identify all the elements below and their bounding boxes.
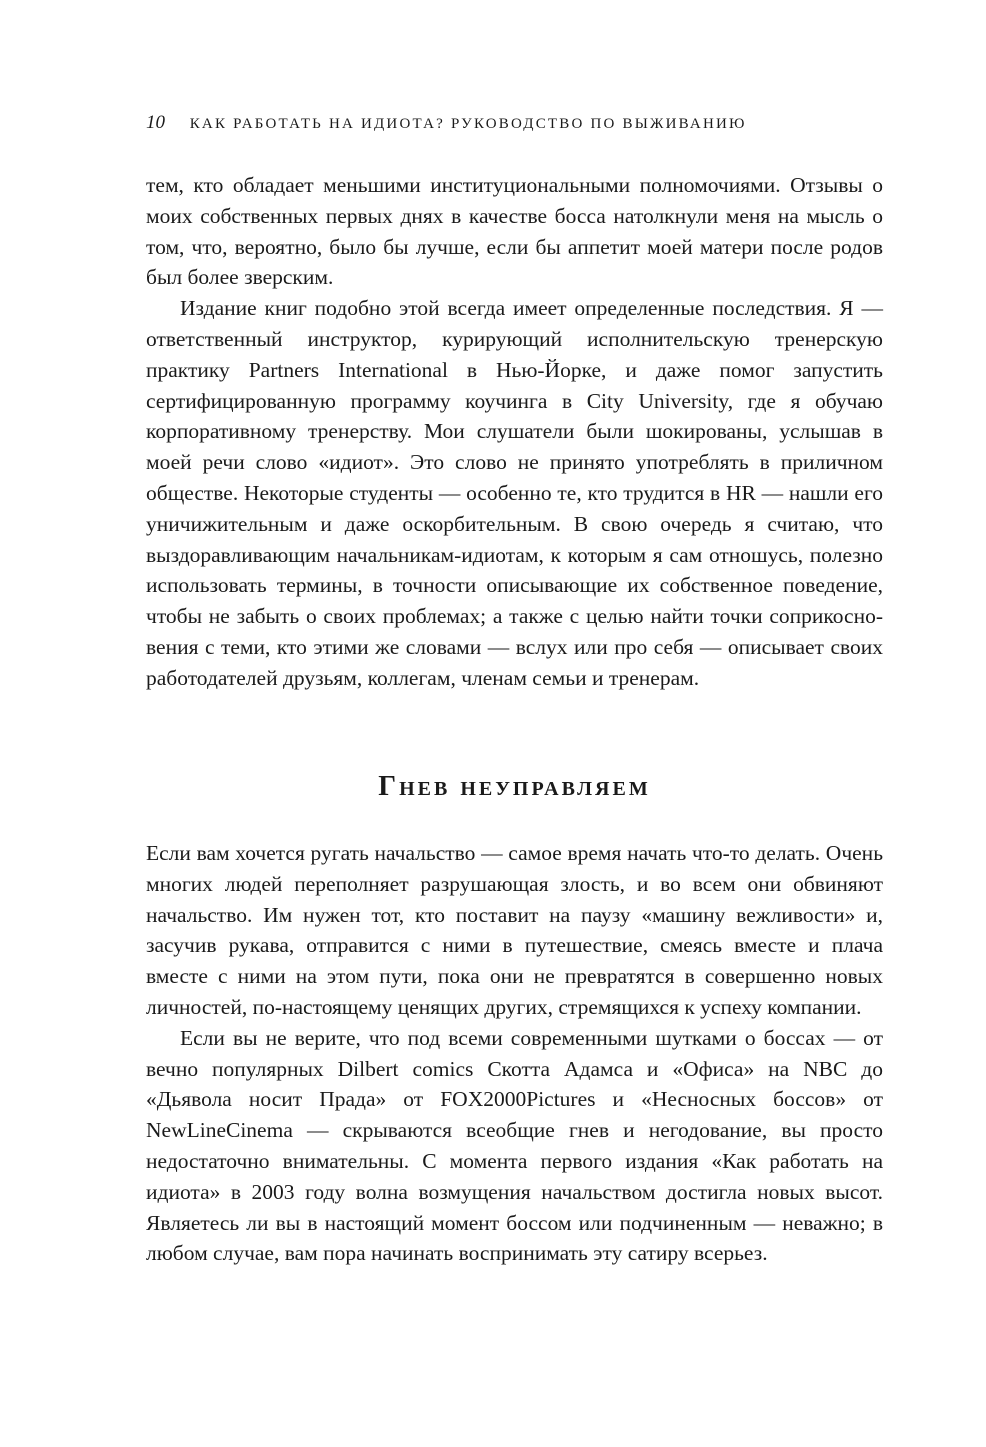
running-head-title: КАК РАБОТАТЬ НА ИДИОТА? РУКОВОДСТВО ПО ВЫЖИВАНИЮ xyxy=(189,116,747,132)
paragraph-continuation: тем, кто обладает меньшими институциональными полномочиями. Отзывы о моих собственных первых днях в качестве босса натолкнули меня на мысль о том, что, вероятно, было бы лучше, если бы аппетит моей матери после родов был более зверским. xyxy=(146,173,883,290)
running-head xyxy=(146,112,886,134)
section-text xyxy=(146,838,883,1269)
intro-text xyxy=(146,170,883,694)
section-heading: Гнев неуправляем xyxy=(378,771,651,802)
paragraph: Издание книг подобно этой всегда имеет определенные последствия. Я — ответственный инструктор, курирующий исполнительскую тренерскую практику Partners International в Нью-Йорке, и даже помог запустить сертифицированную программу коучинга в City University, где я обучаю корпоративному тренерству. Мои слушатели были шокированы, услышав в моей речи слово «идиот». Это слово не принято употреблять в приличном обществе. Некоторые студенты — особенно те, кто трудится в HR — нашли его уничижительным и даже оскорбительным. В свою очередь я считаю, что выздоравливающим начальникам-идиотам, к которым я сам отношусь, полезно использовать термины, в точности описывающие их собственное поведение, чтобы не забыть о своих проблемах; а также с целью найти точки соприкосновения с теми, кто этими же словами — вслух или про себя — описывает своих работодателей друзьям, коллегам, членам семьи и тренерам. xyxy=(146,296,883,690)
paragraph: Если вы не верите, что под всеми современными шутками о боссах — от вечно популярных Dilbert comics Скотта Адамса и «Офиса» на NBC до «Дьявола носит Прада» от FOX2000Pictures и «Несносных боссов» от NewLineCinema — скрываются всеобщие гнев и негодование, вы просто недостаточно внимательны. С момента первого издания «Как работать на идиота» в 2003 году волна возмущения начальством достигла новых высот. Являетесь ли вы в настоящий момент боссом или подчиненным — неважно; в любом случае, вам пора начинать воспринимать эту сатиру всерьез. xyxy=(146,1025,883,1266)
page-number: 10 xyxy=(146,112,165,133)
paragraph: Если вам хочется ругать начальство — самое время начать что-то делать. Очень многих людей переполняет разрушающая злость, и во всем они обвиняют начальство. Им нужен тот, кто поставит на паузу «машину вежливости» и, засучив рукава, отправится с ними в путешествие, смеясь вместе и плача вместе с ними на этом пути, пока они не превратятся в совершенно новых личностей, по-настоящему ценящих других, стремящихся к успеху компании. xyxy=(146,841,883,1019)
